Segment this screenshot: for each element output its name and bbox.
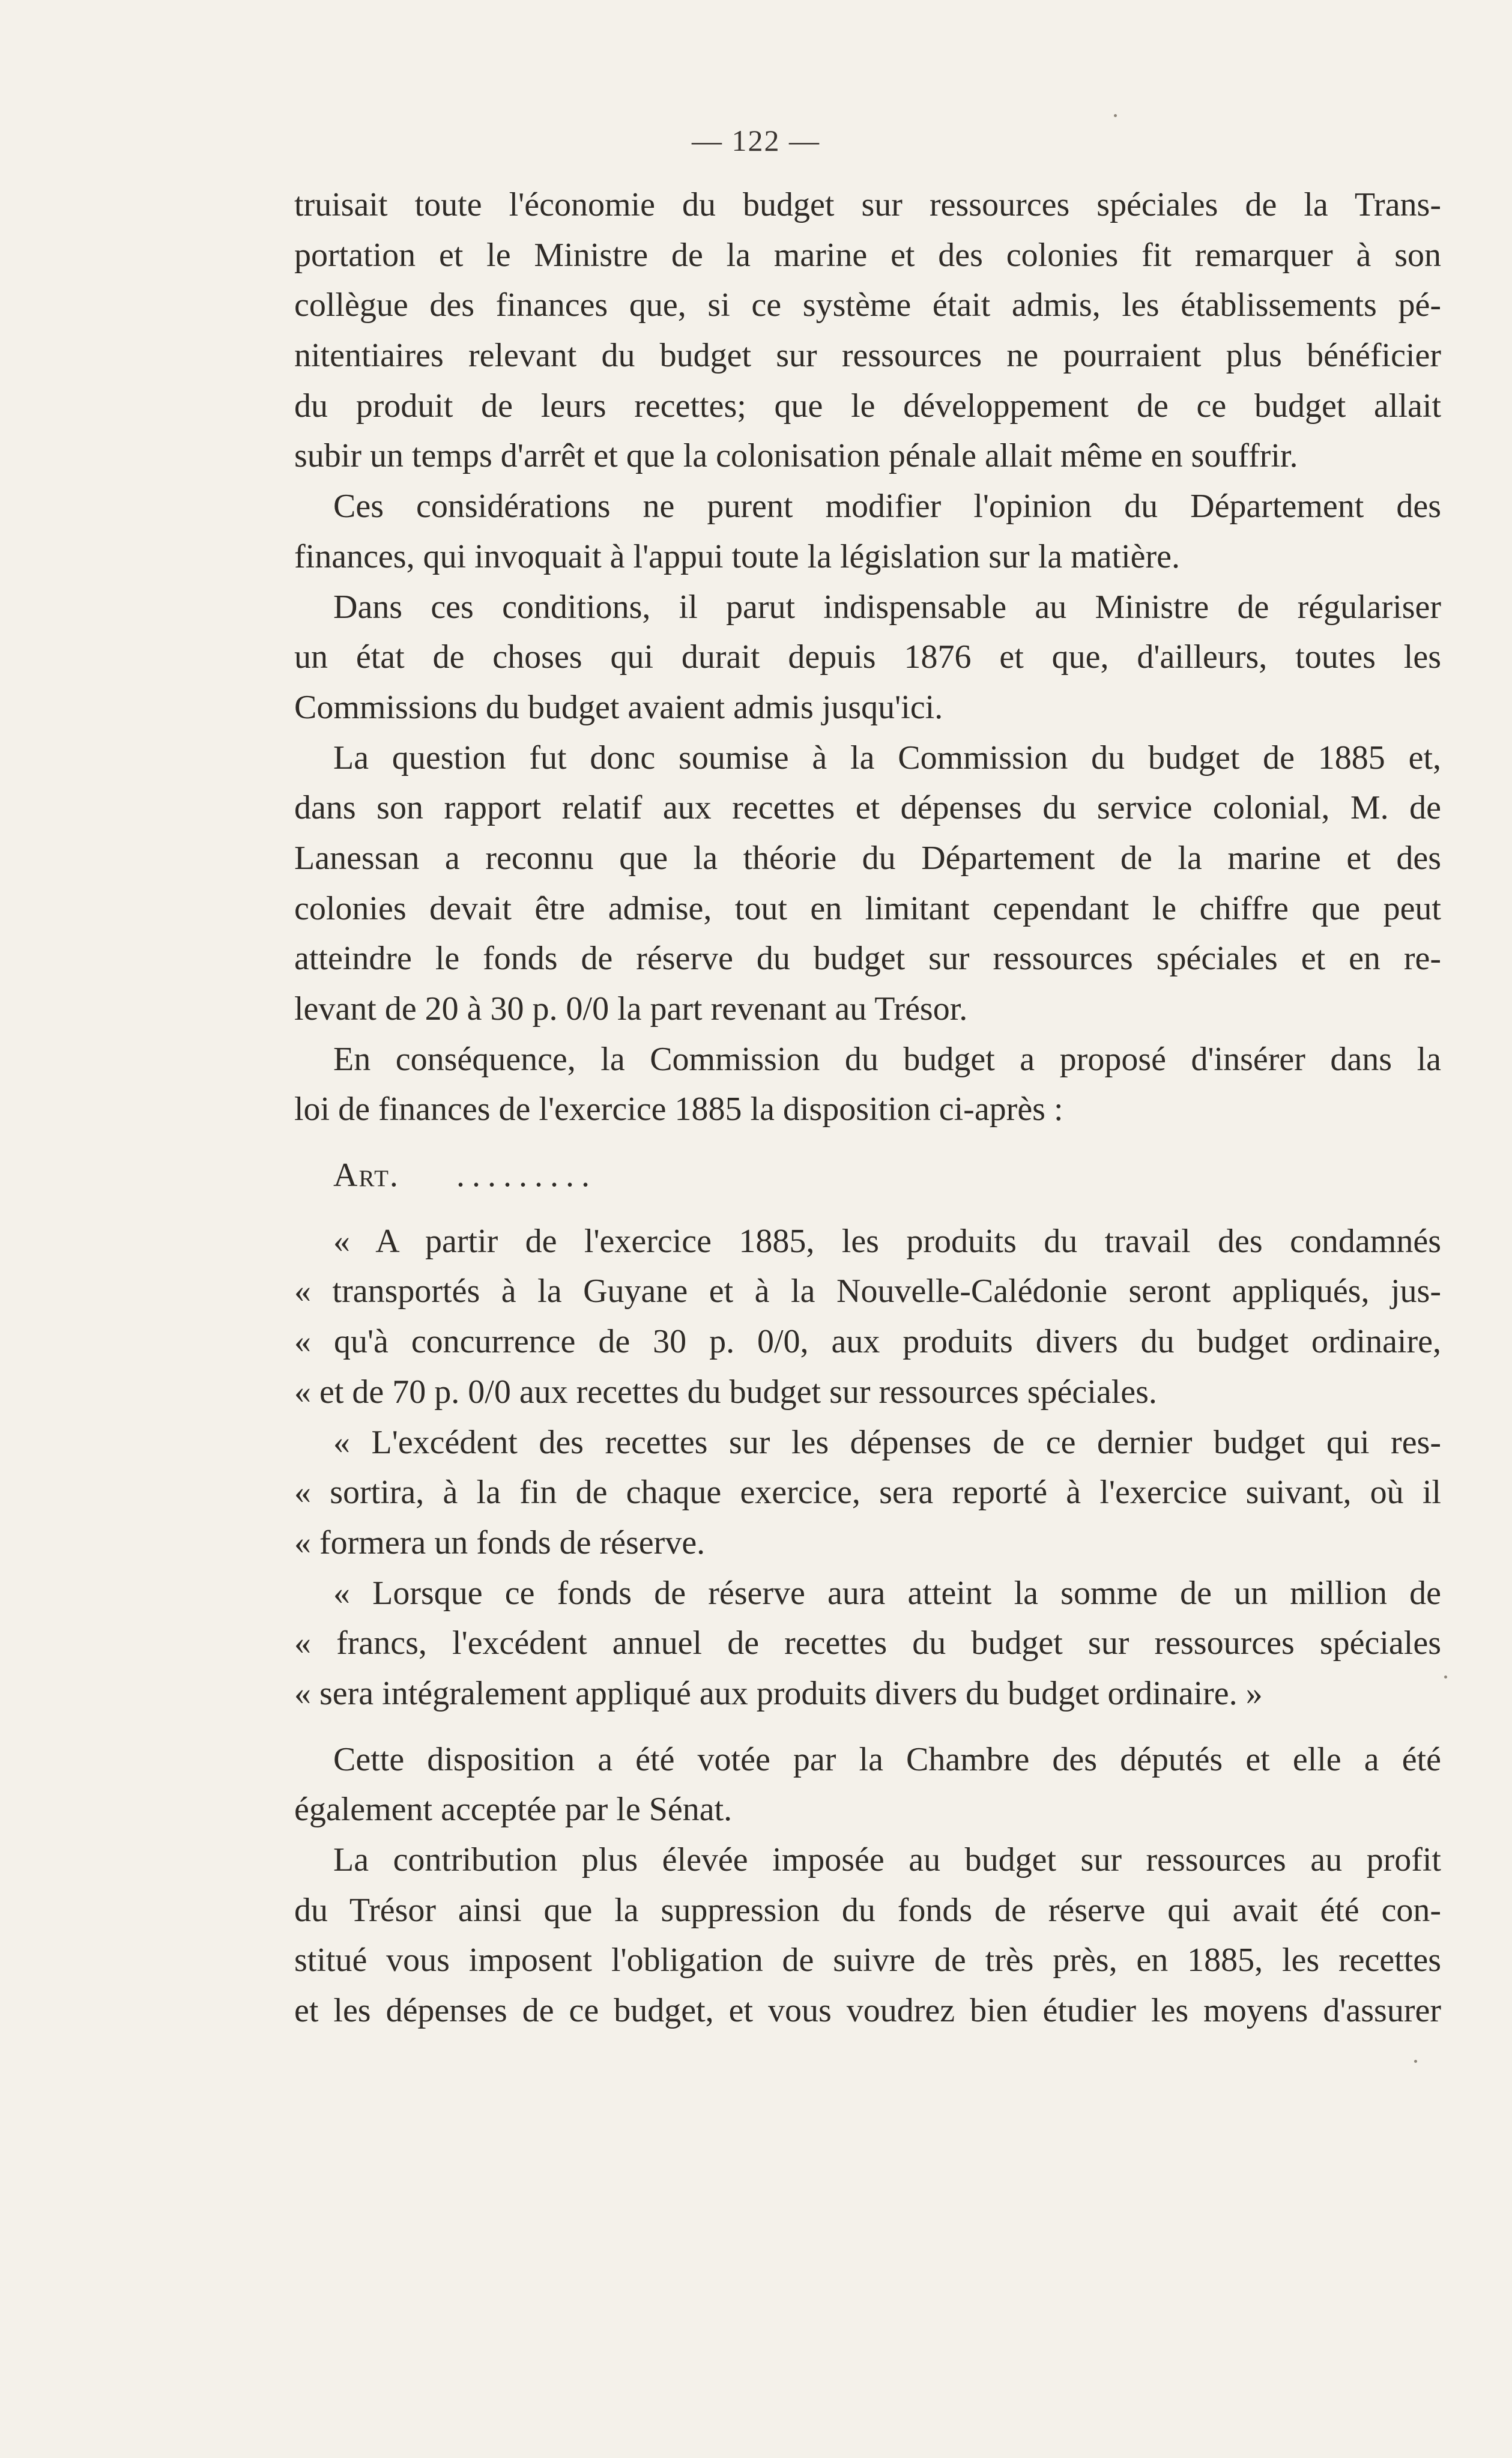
text-line: finances, qui invoquait à l'appui toute la législation sur la matière. [294,537,1181,575]
paper-speck [1414,2060,1417,2063]
text-line: collègue des finances que, si ce système était admis, les établissements pé- [294,286,1441,324]
text-line: et les dépenses de ce budget, et vous voudrez bien étudier les moyens d'assurer [294,1992,1441,2030]
text-line: Cette disposition a été votée par la Chambre des députés et elle a été [333,1740,1441,1778]
text-line: un état de choses qui durait depuis 1876 et que, d'ailleurs, toutes les [294,638,1441,676]
text-line: du Trésor ainsi que la suppression du fonds de réserve qui avait été con- [294,1891,1441,1929]
paragraph-gap [294,1719,1441,1735]
text-line: « sera intégralement appliqué aux produits divers du budget ordinaire. » [294,1674,1263,1712]
text-line: Dans ces conditions, il parut indispensable au Ministre de régulariser [333,588,1441,626]
article-label: Art. [333,1157,399,1194]
text-line: Commissions du budget avaient admis jusqu'ici. [294,688,943,726]
text-line: dans son rapport relatif aux recettes et dépenses du service colonial, M. de [294,789,1441,827]
text-line: Ces considérations ne purent modifier l'opinion du Département des [333,488,1441,525]
text-line: subir un temps d'arrêt et que la colonisation pénale allait même en souffrir. [294,437,1298,475]
text-line: truisait toute l'économie du budget sur ressources spéciales de la Trans- [294,186,1441,223]
text-line: portation et le Ministre de la marine et des colonies fit remarquer à son [294,236,1441,274]
text-line: du produit de leurs recettes; que le développement de ce budget allait [294,387,1441,425]
text-line: atteindre le fonds de réserve du budget sur ressources spéciales et en re- [294,940,1441,978]
text-line: « L'excédent des recettes sur les dépenses de ce dernier budget qui res- [333,1423,1441,1461]
text-line: nitentiaires relevant du budget sur ressources ne pourraient plus bénéficier [294,337,1441,375]
article-heading [294,1151,1441,1201]
text-line: levant de 20 à 30 p. 0/0 la part revenant au Trésor. [294,990,968,1028]
text-line: La question fut donc soumise à la Commission du budget de 1885 et, [333,739,1441,776]
page-number: — 122 — [692,124,820,157]
text-line: « qu'à concurrence de 30 p. 0/0, aux produits divers du budget ordinaire, [294,1323,1441,1361]
text-line: « Lorsque ce fonds de réserve aura atteint la somme de un million de [333,1574,1441,1612]
text-line: stitué vous imposent l'obligation de suivre de très près, en 1885, les recettes [294,1942,1441,1979]
article-dots: ......... [456,1157,597,1194]
text-line: également acceptée par le Sénat. [294,1791,733,1829]
text-line: « transportés à la Guyane et à la Nouvelle-Calédonie seront appliqués, jus- [294,1273,1441,1310]
text-line: « sortira, à la fin de chaque exercice, sera reporté à l'exercice suivant, où il [294,1474,1441,1512]
text-line: « et de 70 p. 0/0 aux recettes du budget sur ressources spéciales. [294,1373,1157,1411]
text-line: colonies devait être admise, tout en limitant cependant le chiffre que peut [294,889,1441,927]
text-line: « formera un fonds de réserve. [294,1524,706,1561]
text-line: « francs, l'excédent annuel de recettes du budget sur ressources spéciales [294,1624,1441,1662]
text-line: En conséquence, la Commission du budget a proposé d'insérer dans la [333,1040,1441,1078]
text-line: Lanessan a reconnu que la théorie du Département de la marine et des [294,839,1441,877]
body-text [294,180,1441,2036]
paper-speck [1114,114,1117,117]
text-line: loi de finances de l'exercice 1885 la disposition ci-après : [294,1091,1063,1128]
text-line: La contribution plus élevée imposée au budget sur ressources au profit [333,1841,1441,1878]
paper-speck [1444,1675,1447,1679]
text-line: « A partir de l'exercice 1885, les produits du travail des condamnés [333,1222,1441,1260]
